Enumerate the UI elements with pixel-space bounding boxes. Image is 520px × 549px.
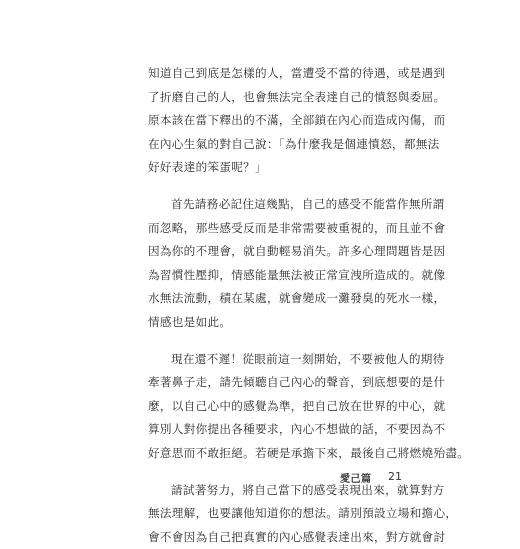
text-line: 在內心生氣的對自己說：「為什麼我是個連憤怒，都無法 <box>148 133 398 157</box>
paragraph-spacer <box>148 180 398 193</box>
page-number: 21 <box>388 470 402 483</box>
text-line: 好好表達的笨蛋呢？」 <box>148 156 398 180</box>
paragraph-4 <box>148 479 398 549</box>
text-line: 麼，以自己心中的感覺為準，把自己放在世界的中心，就 <box>148 395 398 419</box>
text-line: 牽著鼻子走，請先傾聽自己內心的聲音，到底想要的是什 <box>148 371 398 395</box>
text-line: 首先請務必記住這幾點，自己的感受不能當作無所謂 <box>148 193 398 217</box>
paragraph-1 <box>148 62 398 180</box>
text-line: 情感也是如此。 <box>148 311 398 335</box>
text-line: 無法理解，也要讓他知道你的想法。請別預設立場和擔心， <box>148 502 398 526</box>
text-line: 請試著努力，將自己當下的感受表現出來，就算對方 <box>148 479 398 503</box>
text-line: 會不會因為自己把真實的內心感覺表達出來，對方就會討 <box>148 526 398 549</box>
text-line: 知道自己到底是怎樣的人，當遭受不當的待遇，或是遇到 <box>148 62 398 86</box>
text-line: 原本該在當下釋出的不滿，全部鎖在內心而造成內傷，而 <box>148 109 398 133</box>
paragraph-2 <box>148 193 398 335</box>
text-line: 現在還不遲！從眼前這一刻開始，不要被他人的期待 <box>148 348 398 372</box>
paragraph-spacer <box>148 335 398 348</box>
text-line: 好意思而不敢拒絕。若硬是承擔下來，最後自己將燃燒殆盡。 <box>148 442 398 466</box>
text-line: 而忽略，那些感受反而是非常需要被重視的，而且並不會 <box>148 217 398 241</box>
text-line: 了折磨自己的人，也會無法完全表達自己的憤怒與委屈。 <box>148 86 398 110</box>
text-line: 因為你的不理會，就自動輕易消失。許多心理問題皆是因 <box>148 240 398 264</box>
text-line: 水無法流動，積在某處，就會變成一灘發臭的死水一樣， <box>148 287 398 311</box>
chapter-title: 愛己篇 <box>340 470 380 485</box>
paragraph-3 <box>148 348 398 466</box>
text-line: 為習慣性壓抑，情感能量無法被正常宣洩所造成的。就像 <box>148 264 398 288</box>
text-line: 算別人對你提出各種要求，內心不想做的話，不要因為不 <box>148 418 398 442</box>
